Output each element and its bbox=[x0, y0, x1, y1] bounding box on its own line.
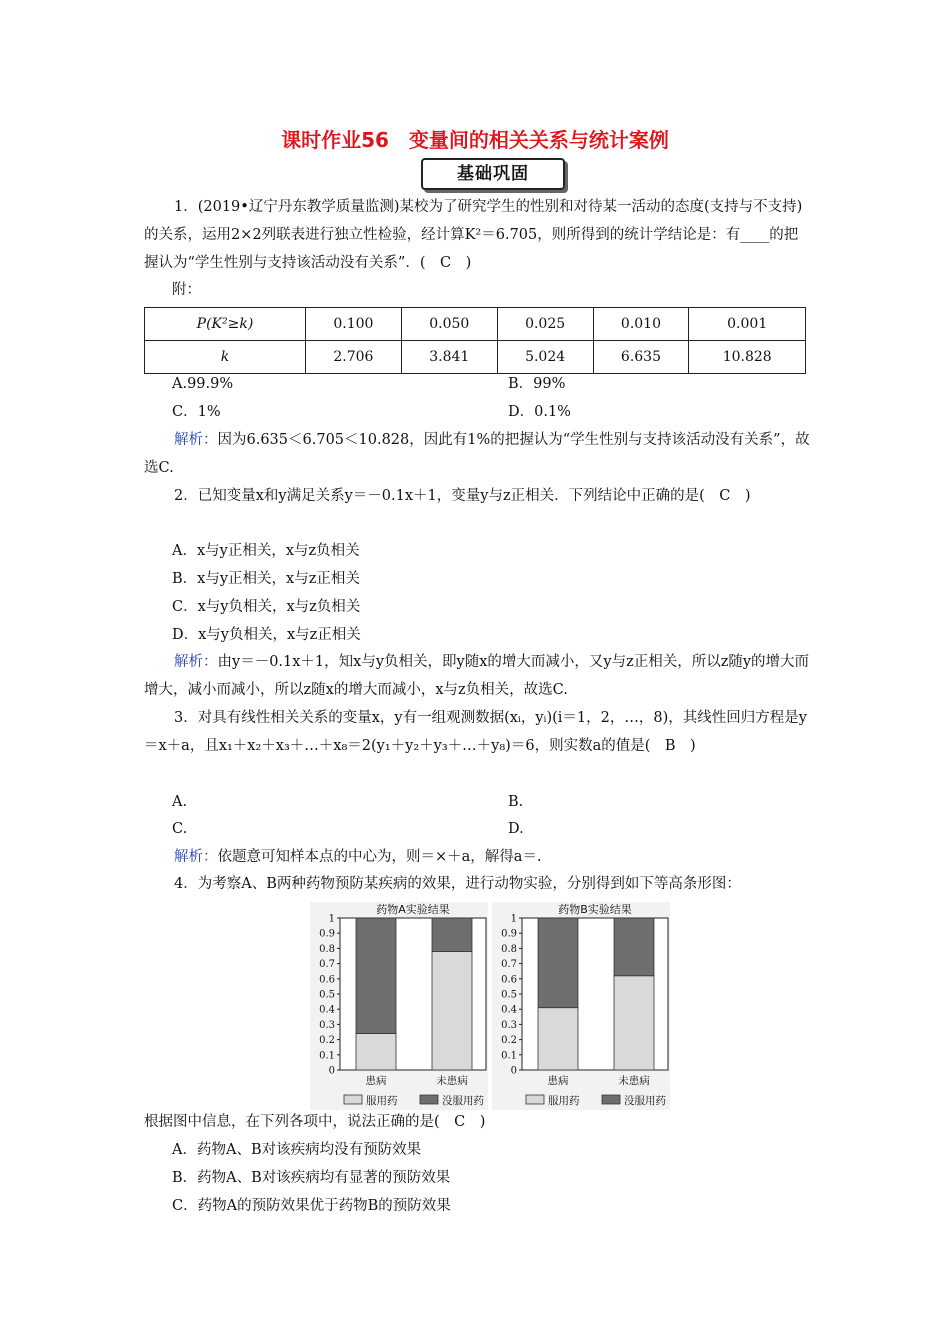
q1-text: 1．(2019•辽宁丹东教学质量监测)某校为了研究学生的性别和对待某一活动的态度(支持与不支持)的关系，运用2×2列联表进行独立性检验，经计算K²＝6.705，则所得到的统计学结论是：有____的把握认为“学生性别与支持该活动没有关系”．( C ) bbox=[144, 199, 803, 271]
x-tick-label: 患病 bbox=[547, 1075, 569, 1087]
table-cell: 6.635 bbox=[593, 341, 689, 374]
q3-option-d: D. bbox=[508, 821, 524, 837]
q4-question: 根据图中信息，在下列各项中，说法正确的是( C ) bbox=[144, 1114, 486, 1130]
y-tick-label: 0.3 bbox=[501, 1019, 517, 1031]
table-row bbox=[145, 308, 806, 341]
q3-analysis bbox=[144, 843, 810, 871]
y-tick-label: 0.1 bbox=[501, 1050, 517, 1062]
y-tick-label: 0.7 bbox=[501, 959, 517, 971]
table-cell: 3.841 bbox=[401, 341, 497, 374]
bar-segment bbox=[432, 918, 472, 951]
table-cell: 5.024 bbox=[497, 341, 593, 374]
table-cell: P(K²≥k) bbox=[145, 308, 306, 341]
legend-label: 没服用药 bbox=[442, 1095, 484, 1107]
y-tick-label: 0 bbox=[510, 1065, 517, 1077]
y-tick-label: 0.9 bbox=[319, 928, 335, 940]
legend-swatch bbox=[344, 1095, 362, 1104]
analysis-text: 因为6.635＜6.705＜10.828，因此有1%的把握认为“学生性别与支持该活动没有关系”，故选C. bbox=[144, 432, 810, 476]
q1-option-b: B．99% bbox=[508, 376, 566, 392]
y-tick-label: 0.4 bbox=[501, 1004, 517, 1016]
analysis-label: 解析： bbox=[174, 432, 218, 448]
table-cell: 0.050 bbox=[401, 308, 497, 341]
x-tick-label: 未患病 bbox=[436, 1075, 468, 1087]
analysis-text: 由y＝－0.1x＋1，知x与y负相关，即y随x的增大而减小，又y与z正相关，所以z随y的增大而增大，减小而减小，所以z随x的增大而减小，x与z负相关，故选C. bbox=[144, 654, 810, 698]
x-tick-label: 患病 bbox=[365, 1075, 387, 1087]
q2-option-b: B．x与y正相关，x与z正相关 bbox=[172, 571, 360, 587]
x-tick-label: 未患病 bbox=[618, 1075, 650, 1087]
y-tick-label: 1 bbox=[328, 913, 335, 925]
chart-title: 药物B实验结果 bbox=[558, 903, 632, 916]
bar-charts-figure bbox=[310, 902, 670, 1112]
y-tick-label: 0.5 bbox=[319, 989, 335, 1001]
table-cell: 0.001 bbox=[689, 308, 806, 341]
q1-option-a: A.99.9% bbox=[172, 376, 234, 392]
bar-segment bbox=[356, 1034, 396, 1070]
table-row bbox=[145, 341, 806, 374]
table-cell: 0.010 bbox=[593, 308, 689, 341]
analysis-label: 解析： bbox=[174, 654, 218, 670]
table-cell: 2.706 bbox=[306, 341, 402, 374]
page-title: 课时作业56 变量间的相关关系与统计案例 bbox=[281, 128, 669, 152]
q3-option-c: C. bbox=[172, 821, 188, 837]
legend-swatch bbox=[526, 1095, 544, 1104]
legend-swatch bbox=[420, 1095, 438, 1104]
q4-text: 4．为考察A、B两种药物预防某疾病的效果，进行动物实验，分别得到如下等高条形图： bbox=[174, 876, 741, 892]
legend-label: 没服用药 bbox=[624, 1095, 666, 1107]
bar-segment bbox=[614, 976, 654, 1070]
legend-label: 服用药 bbox=[548, 1095, 580, 1107]
y-tick-label: 0.3 bbox=[319, 1019, 335, 1031]
q3-text: 3．对具有线性相关关系的变量x，y有一组观测数据(xᵢ，yᵢ)(i＝1，2，…，8)，其线性回归方程是y＝x＋a，且x₁＋x₂＋x₃＋…＋x₈＝2(y₁＋y₂＋y₃＋…＋y₈)＝6，则实数a的值是( B ) bbox=[144, 710, 807, 754]
table-cell: 0.100 bbox=[306, 308, 402, 341]
bar-segment bbox=[614, 918, 654, 976]
y-tick-label: 0 bbox=[328, 1065, 335, 1077]
table-cell: 10.828 bbox=[689, 341, 806, 374]
bar-segment bbox=[432, 951, 472, 1070]
analysis-text: 依题意可知样本点的中心为，则＝×＋a，解得a＝. bbox=[217, 849, 542, 865]
y-tick-label: 0.6 bbox=[501, 974, 517, 986]
y-tick-label: 0.7 bbox=[319, 959, 335, 971]
q1-appendix: 附： bbox=[172, 282, 201, 298]
y-tick-label: 0.1 bbox=[319, 1050, 335, 1062]
q4-option-b: B．药物A、B对该疾病均有显著的预防效果 bbox=[172, 1170, 451, 1186]
bar-segment bbox=[538, 918, 578, 1008]
bar-segment bbox=[538, 1008, 578, 1070]
q4-option-c: C．药物A的预防效果优于药物B的预防效果 bbox=[172, 1198, 451, 1214]
y-tick-label: 0.8 bbox=[319, 943, 335, 955]
reference-table bbox=[144, 307, 806, 374]
y-tick-label: 0.4 bbox=[319, 1004, 335, 1016]
section-badge: 基础巩固 bbox=[421, 158, 565, 190]
bar-segment bbox=[356, 918, 396, 1034]
q1-option-c: C．1% bbox=[172, 404, 221, 420]
y-tick-label: 1 bbox=[510, 913, 517, 925]
y-tick-label: 0.8 bbox=[501, 943, 517, 955]
analysis-label: 解析： bbox=[174, 849, 218, 865]
y-tick-label: 0.5 bbox=[501, 989, 517, 1001]
q2-analysis bbox=[144, 648, 810, 704]
y-tick-label: 0.6 bbox=[319, 974, 335, 986]
q1-option-d: D．0.1% bbox=[508, 404, 571, 420]
legend-label: 服用药 bbox=[366, 1095, 398, 1107]
q1-analysis bbox=[144, 426, 810, 482]
y-tick-label: 0.2 bbox=[319, 1035, 335, 1047]
q2-option-c: C．x与y负相关，x与z负相关 bbox=[172, 599, 361, 615]
y-tick-label: 0.9 bbox=[501, 928, 517, 940]
q2-option-a: A．x与y正相关，x与z负相关 bbox=[172, 543, 360, 559]
q3-option-b: B. bbox=[508, 794, 524, 810]
table-cell: 0.025 bbox=[497, 308, 593, 341]
chart-title: 药物A实验结果 bbox=[376, 903, 450, 916]
q3-option-a: A. bbox=[172, 794, 188, 810]
charts-svg bbox=[310, 902, 670, 1112]
legend-swatch bbox=[602, 1095, 620, 1104]
y-tick-label: 0.2 bbox=[501, 1035, 517, 1047]
table-cell: k bbox=[145, 341, 306, 374]
q2-text: 2．已知变量x和y满足关系y＝－0.1x＋1，变量y与z正相关．下列结论中正确的是( C ) bbox=[174, 488, 751, 504]
q2-option-d: D．x与y负相关，x与z正相关 bbox=[172, 627, 361, 643]
q4-option-a: A．药物A、B对该疾病均没有预防效果 bbox=[172, 1142, 422, 1158]
